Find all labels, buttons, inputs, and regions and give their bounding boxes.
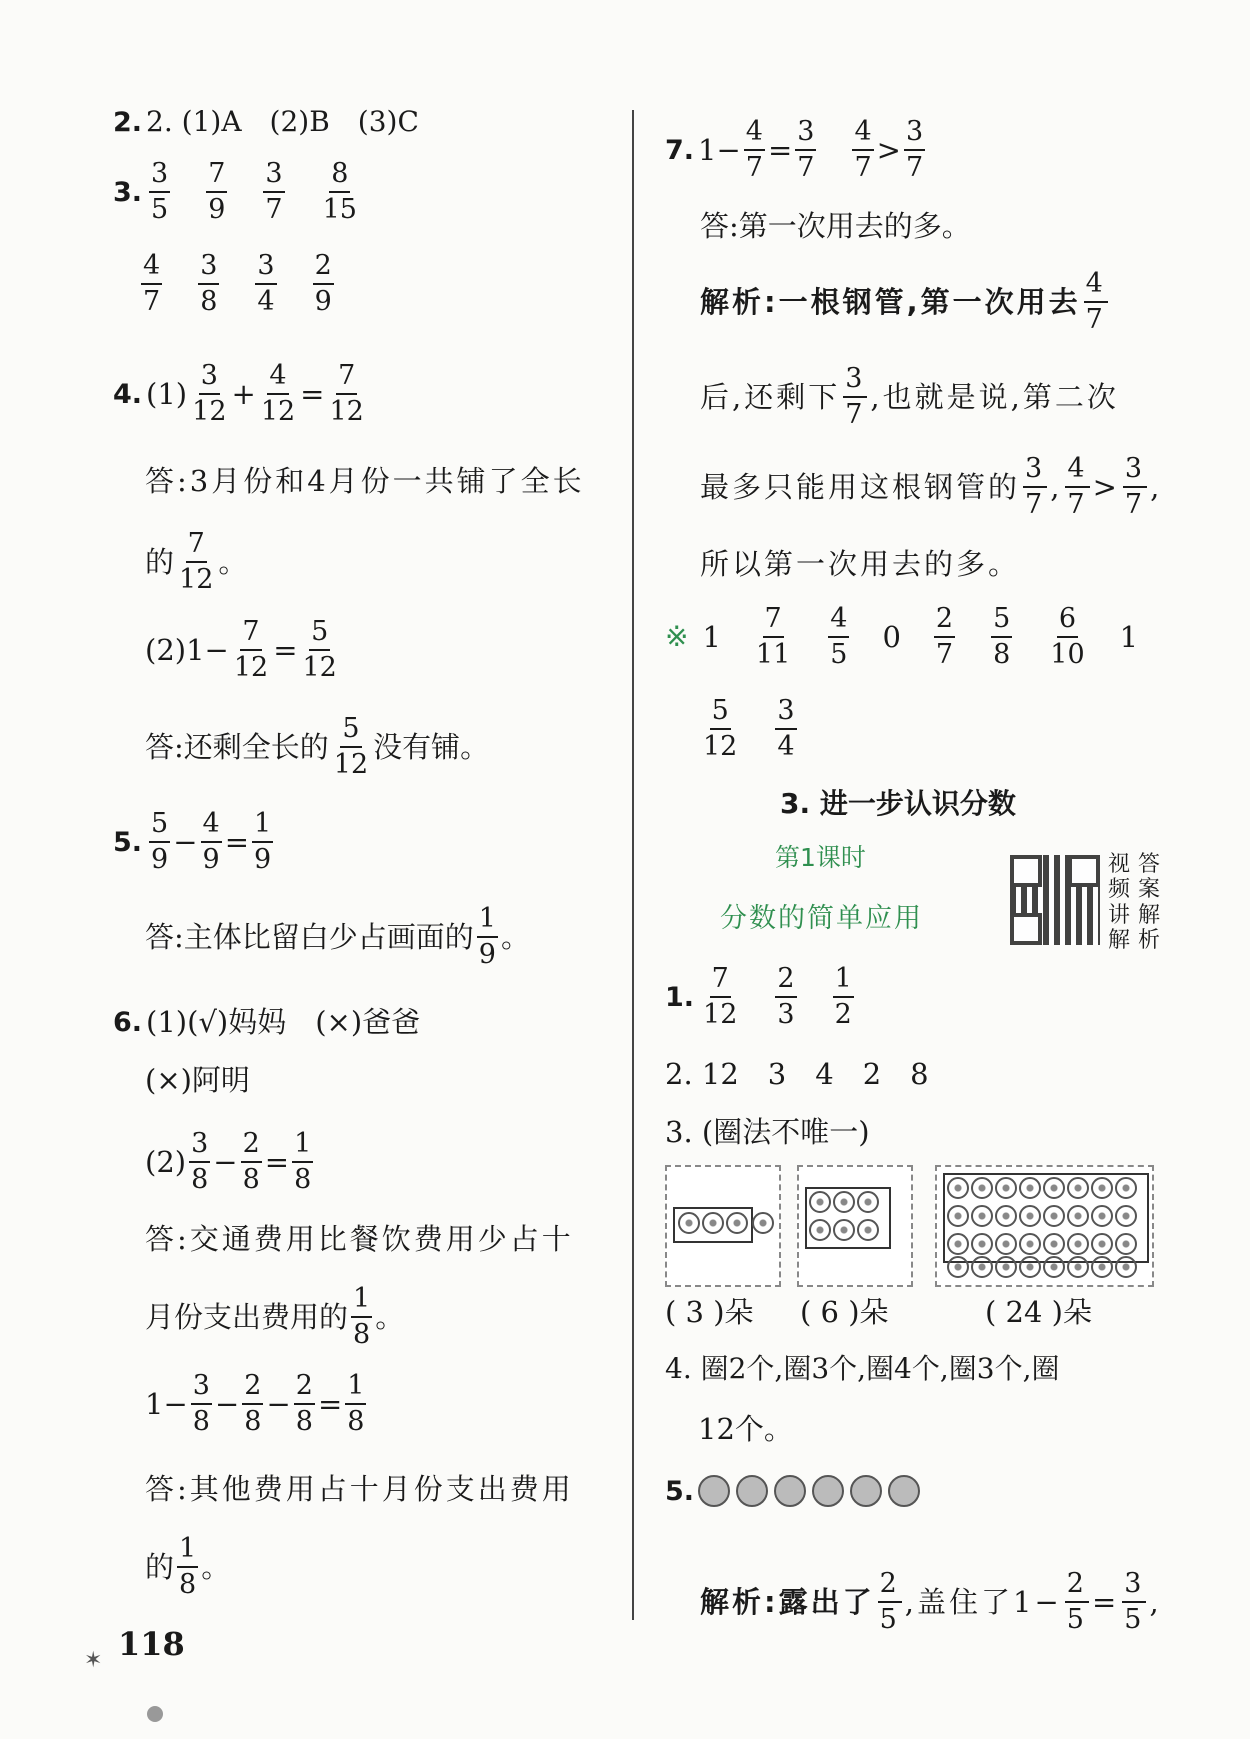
left-q5: 5. $\frac{5}{9}$ − $\frac{4}{9}$ = $\frac{1}{9}$ (113, 808, 272, 876)
circle-icon (888, 1475, 920, 1507)
page-star-icon: ✶ (84, 1648, 103, 1673)
page-number: 118 (118, 1625, 185, 1663)
flower-label-6: ( 6 )朵 (800, 1295, 889, 1329)
fraction: $\frac{3}{8}$ (200, 250, 218, 318)
fraction: $\frac{2}{9}$ (314, 250, 332, 318)
page-dot-icon (147, 1706, 163, 1722)
left-q4-2: (2)1− $\frac{7}{12}$ = $\frac{5}{12}$ (145, 616, 337, 684)
flower-label-24: ( 24 )朵 (985, 1295, 1092, 1329)
left-q3-row2 (138, 252, 337, 317)
flower-box-24 (935, 1165, 1154, 1287)
right-q3: 3. (圈法不唯一) (665, 1115, 870, 1149)
left-q6-ans1b: 月份支出费用的 $\frac{1}{8}$ 。 (145, 1283, 405, 1351)
right-q4b: 12个。 (698, 1412, 793, 1446)
lesson-topic: 分数的简单应用 (720, 903, 923, 934)
fraction: $\frac{3}{7}$ (265, 158, 283, 226)
right-q7-exp4: 所以第一次用去的多。 (700, 547, 1021, 581)
right-q5: 5. (665, 1475, 926, 1507)
right-extra-2: $\frac{5}{12}$ $\frac{3}{4}$ (703, 695, 795, 763)
column-divider (632, 110, 634, 1620)
left-q6-2: (2) $\frac{3}{8}$ − $\frac{2}{8}$ = $\frac{1}{8}$ (145, 1128, 312, 1196)
left-q5-ans: 答:主体比留白少占画面的 $\frac{1}{9}$ 。 (145, 903, 530, 971)
left-q3-row1: 3. $\frac{3}{5}$ $\frac{7}{9}$ $\frac{3}{7}$ $\frac{8}{15}$ (113, 158, 357, 226)
right-q7: 7. 1− $\frac{4}{7}$ = $\frac{3}{7}$ $\frac{4}{7}$ > $\frac{3}{7}$ (665, 116, 924, 184)
left-q6-1b: (×)阿明 (145, 1063, 250, 1097)
left-q4-ans2: 答:还剩全长的 $\frac{5}{12}$ 没有铺。 (145, 713, 490, 781)
fraction: $\frac{3}{4}$ (257, 250, 275, 318)
circle-icon (812, 1475, 844, 1507)
left-q6-eq: 1− $\frac{3}{8}$ − $\frac{2}{8}$ − $\frac{2}{8}$ = $\frac{1}{8}$ (145, 1370, 365, 1438)
qr-label-left: 视频讲解 (1108, 852, 1131, 953)
right-q1: 1. $\frac{7}{12}$ $\frac{2}{3}$ $\frac{1}{2}$ (665, 963, 852, 1031)
circle-icon (698, 1475, 730, 1507)
right-q2: 2. 12 3 4 2 8 (665, 1057, 929, 1091)
right-q7-exp2: 后,还剩下 $\frac{3}{7}$ ,也就是说,第二次 (700, 363, 1119, 431)
left-q6-ans1: 答:交通费用比餐饮费用少占十 (145, 1222, 574, 1256)
flower-box-6 (797, 1165, 913, 1287)
right-q7-exp3: 最多只能用这根钢管的 $\frac{3}{7}$ , $\frac{4}{7}$ > $\frac{3}{7}$ , (700, 453, 1163, 521)
fraction: $\frac{4}{7}$ (143, 250, 161, 318)
fraction: $\frac{7}{9}$ (208, 158, 226, 226)
circle-icon (850, 1475, 882, 1507)
star-icon: ※ (665, 620, 689, 654)
circle-icon (736, 1475, 768, 1507)
qr-code[interactable] (1010, 855, 1100, 945)
flower-box-3 (665, 1165, 781, 1287)
right-q5-exp: 解析:露出了 $\frac{2}{5}$ ,盖住了1− $\frac{2}{5}$ = $\frac{3}{5}$ , (700, 1568, 1162, 1636)
left-q4-ans1b: 的 $\frac{7}{12}$ 。 (145, 528, 248, 596)
fraction: $\frac{3}{5}$ (151, 158, 169, 226)
left-q4-1: 4. (1) $\frac{3}{12}$ + $\frac{4}{12}$ = $\frac{7}{12}$ (113, 360, 364, 428)
left-q6-ans2b: 的 $\frac{1}{8}$ 。 (145, 1533, 231, 1601)
lesson-label: 第1课时 (775, 843, 866, 872)
circle-icon (774, 1475, 806, 1507)
left-q4-ans1: 答:3月份和4月份一共铺了全长 (145, 464, 585, 498)
left-q6-1: 6. (1)(√)妈妈 (×)爸爸 (113, 1005, 421, 1039)
right-q7-exp1: 解析:一根钢管,第一次用去 $\frac{4}{7}$ (700, 268, 1106, 336)
right-q4: 4. 圈2个,圈3个,圈4个,圈3个,圈 (665, 1352, 1060, 1385)
left-q2: 2. 2. (1)A (2)B (3)C (113, 105, 419, 138)
flower-label-3: ( 3 )朵 (665, 1295, 754, 1329)
section-title: 3. 进一步认识分数 (780, 787, 1016, 820)
fraction: $\frac{8}{15}$ (322, 158, 357, 226)
qr-label-right: 答案解析 (1138, 852, 1161, 953)
right-q7-ans: 答:第一次用去的多。 (700, 209, 971, 243)
right-extra: ※ 1 $\frac{7}{11}$ $\frac{4}{5}$ 0 $\frac{2}{7}$ $\frac{5}{8}$ $\frac{6}{10}$ 1 (665, 603, 1139, 671)
left-q6-ans2: 答:其他费用占十月份支出费用 (145, 1472, 574, 1506)
